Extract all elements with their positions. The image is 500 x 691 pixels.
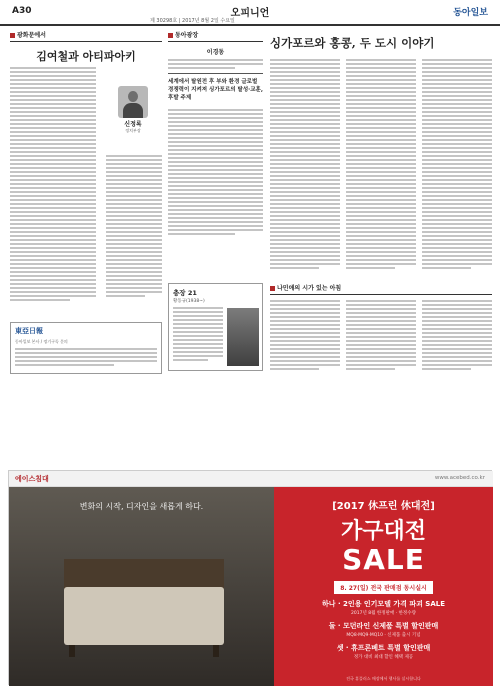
ad-sale-panel [274,487,493,686]
author-bio [168,59,263,69]
kicker-mark-icon [270,286,275,291]
masthead [0,0,500,26]
columnist-box [106,86,160,146]
poem-box [168,283,263,371]
ad-bedroom-photo [9,487,274,686]
ad-date: 8. 27(일) 전국 판매점 동시실시 [334,581,433,594]
ad-event: [2017 休프린 休대전] [332,501,435,512]
ad-offer-2-sub: MQ8·MQ9·MQ10 · 신제품 출시 기념 [346,633,421,638]
ad-offer-3: 셋 · 휴프론베트 특별 할인판매 [336,644,431,652]
middle-author: 이경동 [206,49,225,56]
ad-sale: SALE [342,543,425,576]
middle-kicker-label: 동아광장 [175,32,199,39]
pull-quote: 세계에서 탈원전 후 부와 환경 글로벌 경쟁력이 지켜져 싱가포르의 탈성·교훈, 후발 주제 [168,73,263,106]
left-kicker [10,30,162,42]
left-body-text [10,67,96,301]
ad-footer: 전국 휴플러스 매장에서 행사를 실시합니다 [346,676,421,681]
newspaper-info-ad [10,322,162,374]
kicker-mark-icon [168,33,173,38]
ad-top-bar [9,471,493,487]
info-ad-title: 東亞日報 [15,327,43,335]
bed-headboard [64,559,224,589]
ad-offer-2: 둘 · 모던라인 신제품 특별 할인판매 [328,622,439,630]
left-column [10,30,162,320]
left-headline: 김여철과 아티파아키 [36,50,136,63]
bed-mattress [64,587,224,645]
ad-title: 가구대전 [340,518,426,544]
ad-url: www.acebed.co.kr [434,475,485,481]
poem-kicker-label: 나민애의 시가 있는 아침 [277,285,342,292]
right-body [270,54,492,271]
ad-brand: 에이스침대 [15,475,49,483]
middle-body-text [168,109,263,235]
columnist-photo [118,86,148,118]
ad-offer-3-sub: 정가 대비 최대 할인 혜택 제공 [353,655,414,660]
issue-info: 제 30298호 | 2017년 8월 2일 수요일 [150,18,235,24]
left-kicker-label: 광화문에서 [17,32,46,39]
poem-author: 황동규(1938~) [173,299,205,304]
poem-commentary [270,295,492,372]
poem-photo [227,308,259,366]
section-title: 오피니언 [230,8,270,19]
ad-offer-1-sub: 2017년 8월 한정판매 · 한정수량 [351,611,416,616]
poem-section [168,283,492,373]
right-headline: 싱가포르와 홍콩, 두 도시 이야기 [270,36,435,50]
bed-leg [213,645,219,657]
columnist-name: 신정록 [124,121,142,128]
newspaper-logo: 동아일보 [453,8,488,18]
right-article [270,30,492,280]
columnist-role: 정치부장 [125,128,141,133]
ad-offer-1: 하나 · 2인용 인기모델 가격 파괴 SALE [322,600,445,608]
poem-kicker [270,283,492,295]
left-body-text-2 [106,153,162,299]
page-number: A30 [12,6,32,16]
kicker-mark-icon [10,33,15,38]
ad-tagline: 변화의 시작, 디자인을 새롭게 하다. [79,502,204,511]
bed-leg [69,645,75,657]
middle-kicker [168,30,263,42]
info-ad-sub: 동아일보 본사 / 정기구독 문의 [15,339,68,344]
furniture-sale-ad [8,470,492,685]
poem-title: 충장 21 [173,289,197,297]
